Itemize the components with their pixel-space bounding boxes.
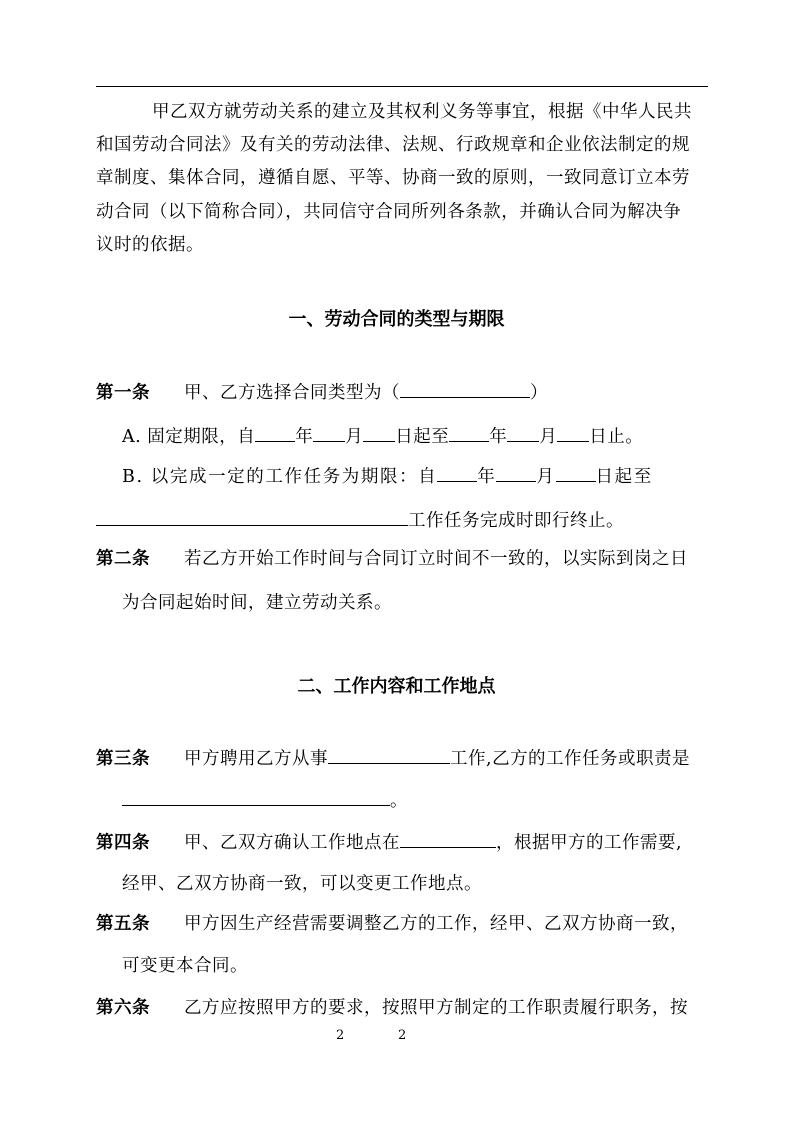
section-1-title: 一、劳动合同的类型与期限 <box>288 309 505 330</box>
article-3-label: 第三条 <box>96 749 150 769</box>
article-1-label: 第一条 <box>96 383 150 403</box>
article-1-close: ） <box>530 383 548 403</box>
start-month-blank[interactable] <box>313 424 345 442</box>
article-2-line-2: 为合同起始时间，建立劳动关系。 <box>122 593 392 613</box>
option-b-label: B. 以完成一定的工作任务为期限：自 <box>122 467 438 487</box>
article-3-end: 。 <box>390 791 408 811</box>
start-year-blank[interactable] <box>255 424 295 442</box>
article-5-label: 第五条 <box>96 914 150 934</box>
article-2-text: 若乙方开始工作时间与合同订立时间不一致的，以实际到岗之日 <box>184 549 688 569</box>
article-4-text-2: ，根据甲方的工作需要, <box>496 833 683 853</box>
job-duties-blank[interactable] <box>122 788 390 806</box>
article-4-line-2: 经甲、乙双方协商一致，可以变更工作地点。 <box>122 874 482 894</box>
option-a-year-2: 年 <box>489 427 508 447</box>
task-year-blank[interactable] <box>437 464 477 482</box>
intro-line-2: 和国劳动合同法》及有关的劳动法律、法规、行政规章和企业依法制定的规 <box>96 135 690 155</box>
section-2-title: 二、工作内容和工作地点 <box>297 676 496 697</box>
option-a-until: 日起至 <box>395 427 450 447</box>
article-3-text: 甲方聘用乙方从事 <box>184 749 328 769</box>
end-month-blank[interactable] <box>507 424 539 442</box>
article-6-text: 乙方应按照甲方的要求，按照甲方制定的工作职责履行职务，按 <box>184 998 688 1018</box>
article-1 <box>96 380 548 405</box>
header-rule <box>96 86 708 87</box>
article-4-text: 甲、乙双方确认工作地点在 <box>184 833 400 853</box>
intro-line-1: 甲乙双方就劳动关系的建立及其权利义务等事宜，根据《中华人民共 <box>152 102 692 122</box>
option-a <box>122 424 643 449</box>
option-b-line-2 <box>96 508 624 533</box>
article-3-text-2: 工作,乙方的工作任务或职责是 <box>450 749 691 769</box>
article-5-line-2: 可变更本合同。 <box>122 956 248 976</box>
option-b-year: 年 <box>477 467 497 487</box>
article-1-text: 甲、乙方选择合同类型为（ <box>184 383 400 403</box>
option-a-end: 日止。 <box>589 427 644 447</box>
intro-line-4: 动合同（以下简称合同），共同信守合同所列各条款，并确认合同为解决争 <box>96 202 682 222</box>
article-2-label: 第二条 <box>96 549 150 569</box>
task-month-blank[interactable] <box>496 464 536 482</box>
article-2 <box>96 547 688 571</box>
job-title-blank[interactable] <box>328 746 450 764</box>
end-day-blank[interactable] <box>557 424 589 442</box>
article-5-text: 甲方因生产经营需要调整乙方的工作，经甲、乙双方协商一致， <box>184 914 688 934</box>
start-day-blank[interactable] <box>363 424 395 442</box>
end-year-blank[interactable] <box>449 424 489 442</box>
article-6-label: 第六条 <box>96 998 150 1018</box>
option-a-year: 年 <box>295 427 314 447</box>
article-5 <box>96 912 688 936</box>
task-day-blank[interactable] <box>556 464 596 482</box>
article-3 <box>96 746 690 771</box>
work-location-blank[interactable] <box>400 830 496 848</box>
option-b-until: 日起至 <box>595 467 653 487</box>
article-3-line-2 <box>122 788 408 813</box>
option-a-month: 月 <box>345 427 364 447</box>
article-4-label: 第四条 <box>96 833 150 853</box>
contract-type-blank[interactable] <box>400 380 530 398</box>
intro-line-3: 章制度、集体合同，遵循自愿、平等、协商一致的原则，一致同意订立本劳 <box>96 168 690 188</box>
intro-line-5: 议时的依据。 <box>96 235 204 255</box>
option-b <box>122 464 653 489</box>
option-a-label: A. 固定期限，自 <box>122 427 256 447</box>
option-b-end: 工作任务完成时即行终止。 <box>408 511 624 531</box>
task-description-blank[interactable] <box>96 508 408 526</box>
option-a-month-2: 月 <box>539 427 558 447</box>
page-number: 2 <box>336 1028 345 1043</box>
page-number-2: 2 <box>398 1028 407 1043</box>
option-b-month: 月 <box>536 467 556 487</box>
article-6 <box>96 996 688 1020</box>
article-4 <box>96 830 682 855</box>
